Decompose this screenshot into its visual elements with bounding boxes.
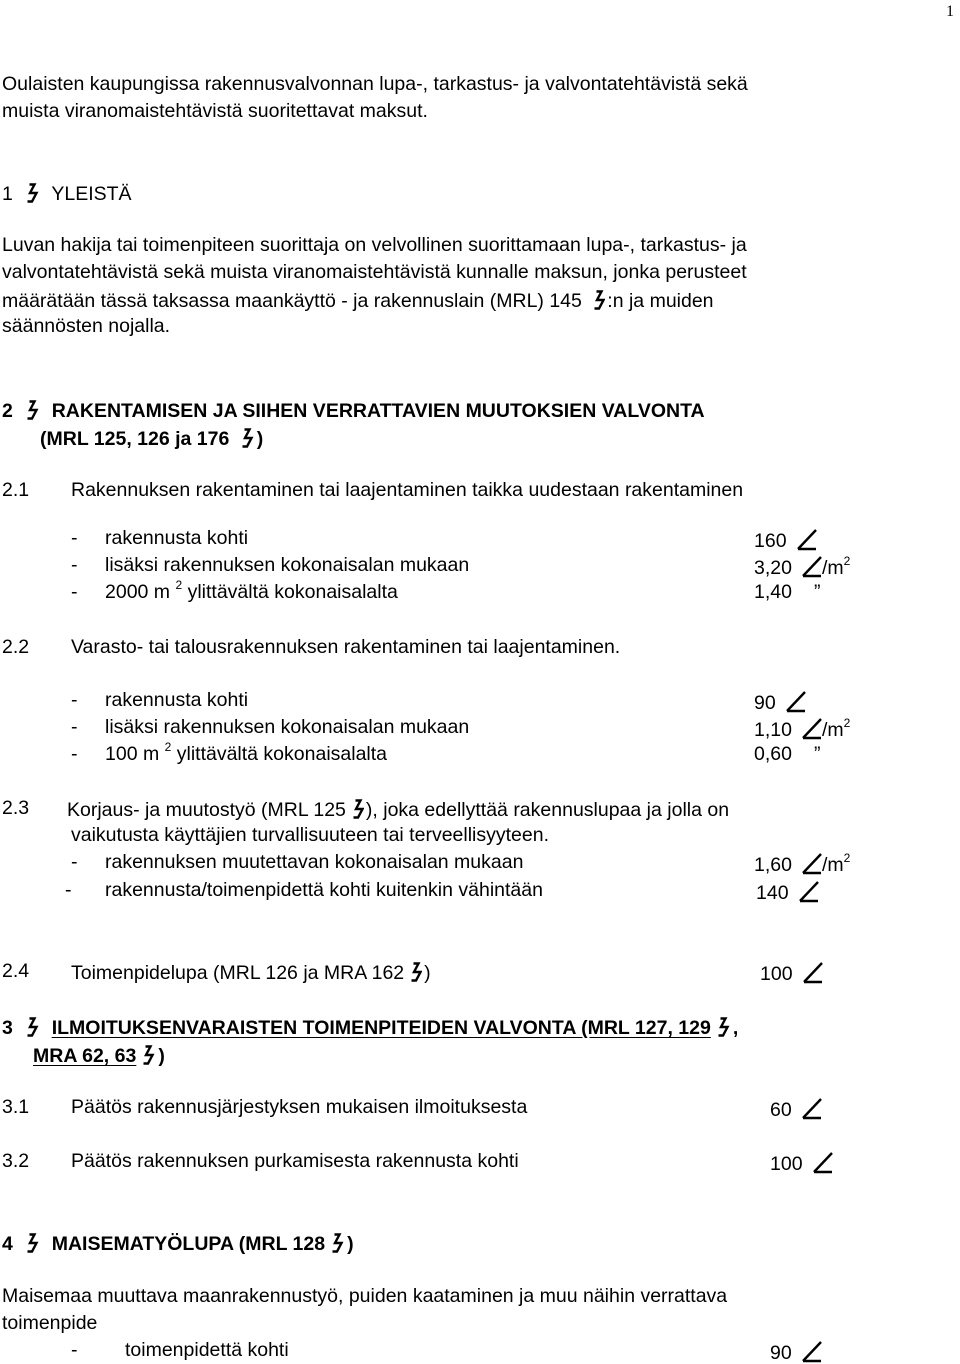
fee-row: - [71,527,78,549]
fee-row-label: lisäksi rakennuksen kokonaisalan mukaan [105,716,470,738]
fee-row: - [71,689,78,711]
section-sign-icon [142,1045,156,1067]
section-2-title: RAKENTAMISEN JA SIIHEN VERRATTAVIEN MUUTOKSIEN VALVONTA [51,400,705,422]
section-sign-icon [593,290,605,312]
euro-icon [800,853,822,875]
section-sign-icon [26,1017,40,1039]
subsection-2-3-number: 2.3 [2,797,30,819]
ditto-mark: ” [813,743,821,765]
section-sign-icon [26,400,40,422]
subsection-2-2-text: Varasto- tai talousrakennuksen rakentaminen tai laajentaminen. [71,636,621,658]
subsection-3-1-value: 60 [770,1098,822,1121]
section-3-heading: 3 ILMOITUKSENVARAISTEN TOIMENPITEIDEN VALVONTA (MRL 127, 129 , [2,1017,739,1039]
euro-icon [784,691,806,713]
subsection-3-2-number: 3.2 [2,1150,30,1172]
subsection-2-4-number: 2.4 [2,960,30,982]
fee-row-value: 90 [770,1341,822,1364]
fee-row-value: 1,40 ” [754,581,821,603]
section-sign-icon [331,1233,345,1255]
fee-row: - [71,554,78,576]
section-1-number: 1 [2,183,13,205]
euro-icon [800,718,822,740]
subsection-2-3-text-2: vaikutusta käyttäjien turvallisuuteen tai terveellisyyteen. [71,824,549,846]
euro-icon [795,529,817,551]
fee-row-value: 140 [756,881,819,904]
intro-line-1: Oulaisten kaupungissa rakennusvalvonnan lupa-, tarkastus- ja valvontatehtävistä sekä [2,73,748,95]
fee-row-value: 3,20 $/m^2$ [754,554,851,579]
euro-icon [800,556,822,578]
section-3-heading-line-2: MRA 62, 63 ) [33,1045,165,1067]
fee-row: - [71,581,78,603]
subsection-2-1-number: 2.1 [2,479,30,501]
fee-row-label: 2000 m $^2$ ylittävältä kokonaisalalta [105,578,398,603]
section-sign-icon [352,799,364,821]
fee-row: - [65,879,72,901]
section-1-body-2: valvontatehtävistä sekä muista viranomaistehtävistä kunnalle maksun, jonka perusteet [2,261,747,283]
subsection-3-1-text: Päätös rakennusjärjestyksen mukaisen ilmoituksesta [71,1096,528,1118]
subsection-3-1-number: 3.1 [2,1096,30,1118]
section-sign-icon [717,1017,731,1039]
section-1-body-4: säännösten nojalla. [2,315,171,337]
euro-icon [797,881,819,903]
fee-row: - [71,851,78,873]
section-4-heading: 4 MAISEMATYÖLUPA (MRL 128 ) [2,1233,354,1255]
fee-row-value: 0,60 ” [754,743,821,765]
section-4-body-2: toimenpide [2,1312,98,1334]
section-1-body-3: määrätään tässä taksassa maankäyttö - ja rakennuslain (MRL) 145 :n ja muiden [2,290,714,312]
intro-line-2: muista viranomaistehtävistä suoritettavat maksut. [2,100,428,122]
subsection-3-2-value: 100 [770,1152,833,1175]
section-2-heading-line-2: (MRL 125, 126 ja 176 ) [40,428,264,450]
fee-row-label: rakennusta kohti [105,527,249,549]
subsection-2-3-text: Korjaus- ja muutostyö (MRL 125 ), joka edellyttää rakennuslupaa ja jolla on [67,799,730,821]
fee-row-value: 1,60 $/m^2$ [754,851,851,876]
subsection-2-1-text: Rakennuksen rakentaminen tai laajentaminen taikka uudestaan rakentaminen [71,479,744,501]
section-1-body-1: Luvan hakija tai toimenpiteen suorittaja on velvollinen suorittamaan lupa-, tarkastus- ja [2,234,747,256]
fee-row-value: 90 [754,691,806,714]
euro-icon [800,1341,822,1363]
euro-icon [800,1098,822,1120]
fee-row-label: lisäksi rakennuksen kokonaisalan mukaan [105,554,470,576]
fee-row-label: rakennuksen muutettavan kokonaisalan mukaan [105,851,524,873]
section-3-title: ILMOITUKSENVARAISTEN TOIMENPITEIDEN VALVONTA (MRL 127, 129 [51,1017,711,1039]
section-sign-icon [26,1233,40,1255]
fee-row-value: 160 [754,529,817,552]
fee-row-label: toimenpidettä kohti [125,1339,289,1361]
section-sign-icon [410,962,422,984]
section-4-body-1: Maisemaa muuttava maanrakennustyö, puiden kaataminen ja muu näihin verrattava [2,1285,728,1307]
fee-row: - [71,716,78,738]
subsection-2-4-value: 100 [760,962,823,985]
fee-row-value: 1,10 $/m^2$ [754,716,851,741]
fee-row-label: rakennusta/toimenpidettä kohti kuitenkin vähintään [105,879,543,901]
subsection-2-2-number: 2.2 [2,636,30,658]
subsection-2-4-text: Toimenpidelupa (MRL 126 ja MRA 162 ) [71,962,431,984]
section-2-heading: 2 RAKENTAMISEN JA SIIHEN VERRATTAVIEN MUUTOKSIEN VALVONTA [2,400,705,422]
euro-icon [811,1152,833,1174]
fee-row-label: rakennusta kohti [105,689,249,711]
section-4-title: MAISEMATYÖLUPA (MRL 128 [51,1233,326,1255]
section-sign-icon [26,183,40,205]
ditto-mark: ” [813,581,821,603]
section-1-title: YLEISTÄ [51,183,132,205]
fee-row: - [71,743,78,765]
fee-row-label: 100 m $^2$ ylittävältä kokonaisalalta [105,740,388,765]
subsection-3-2-text: Päätös rakennuksen purkamisesta rakennusta kohti [71,1150,519,1172]
page-number: 1 [946,3,954,20]
section-sign-icon [241,428,255,450]
fee-row: - [71,1339,78,1361]
section-1-heading [2,183,132,205]
euro-icon [801,962,823,984]
